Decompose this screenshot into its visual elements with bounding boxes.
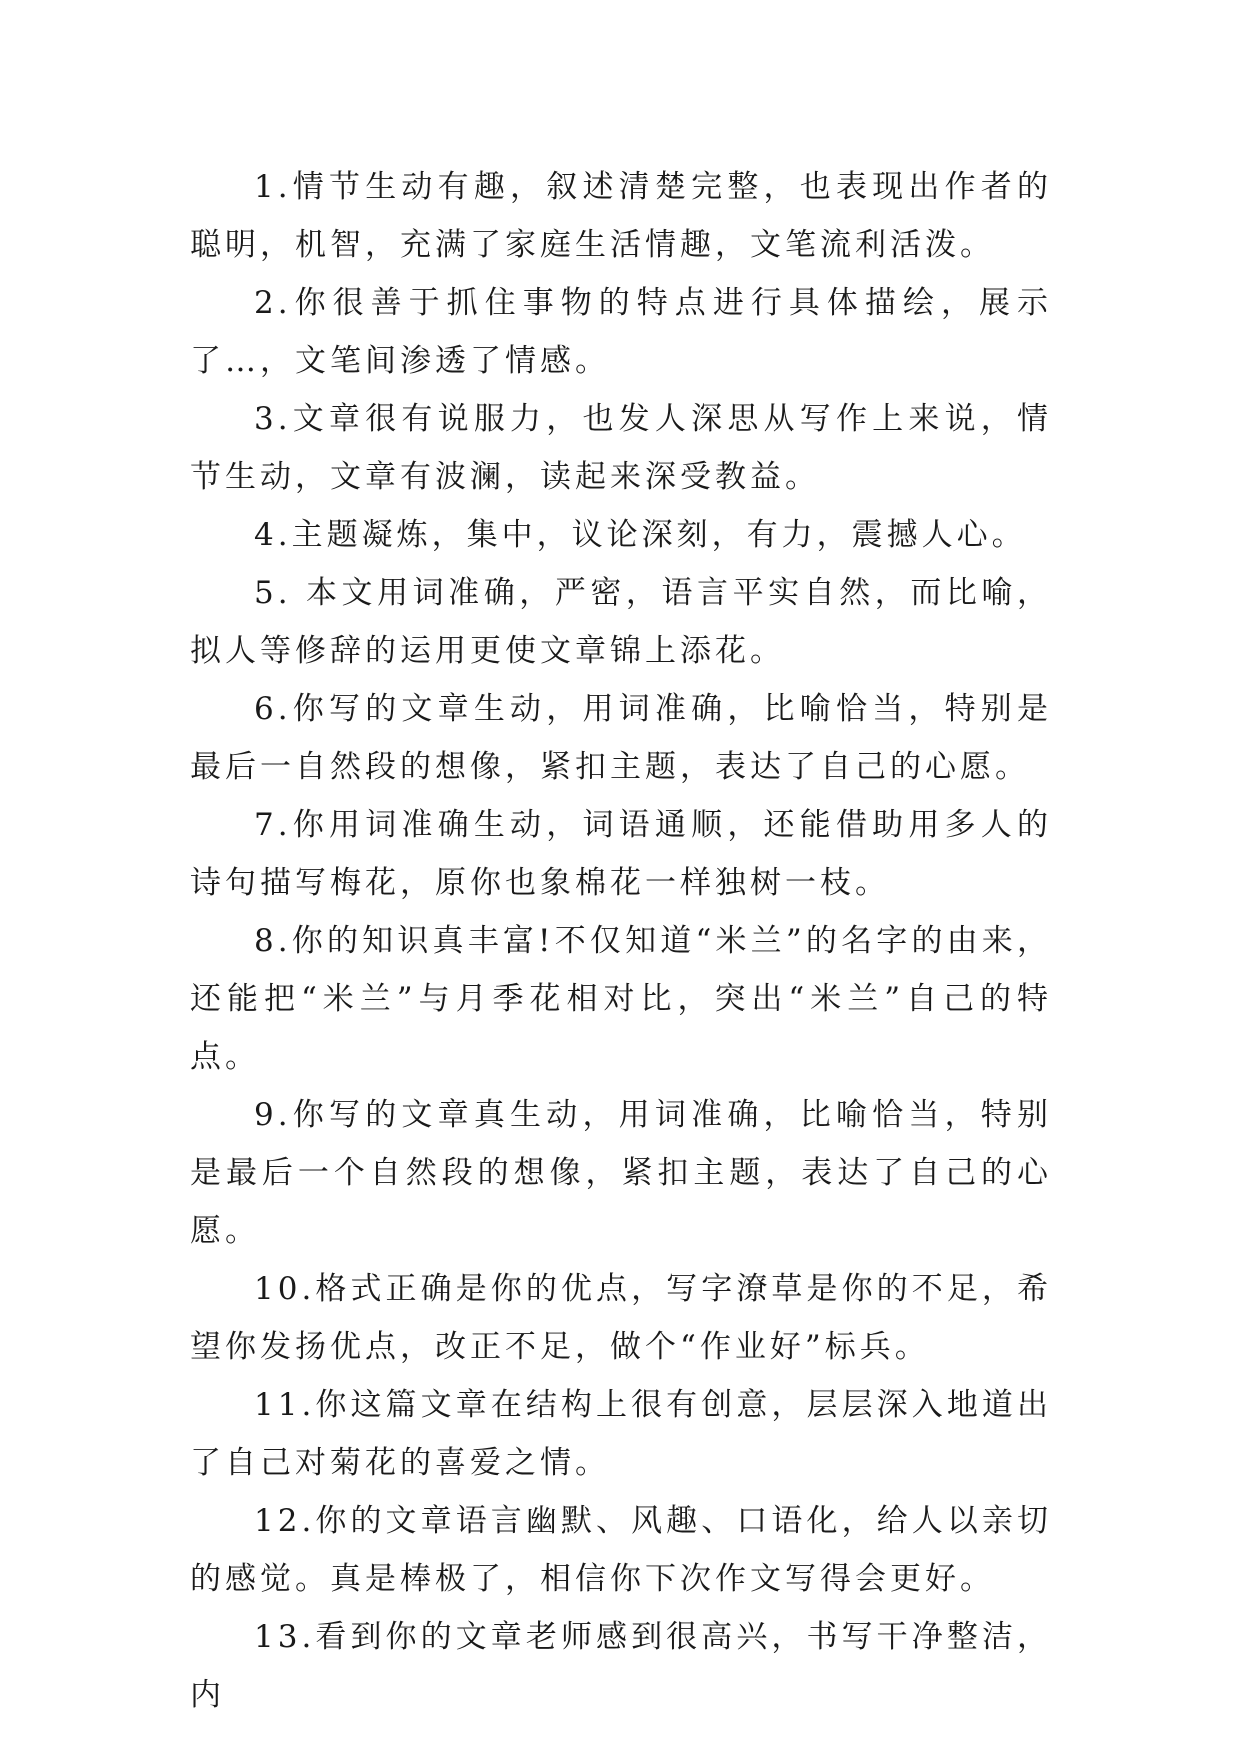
- comment-paragraph-6: 6.你写的文章生动，用词准确，比喻恰当，特别是最后一自然段的想像，紧扣主题，表达了自己的心愿。: [190, 691, 1052, 785]
- comment-paragraph-7: 7.你用词准确生动，词语通顺，还能借助用多人的诗句描写梅花，原你也象棉花一样独树一枝。: [190, 807, 1052, 901]
- document-body: [190, 158, 1052, 1724]
- comment-paragraph-12: 12.你的文章语言幽默、风趣、口语化，给人以亲切的感觉。真是棒极了，相信你下次作文写得会更好。: [190, 1503, 1052, 1597]
- comment-paragraph-8: 8.你的知识真丰富!不仅知道“米兰”的名字的由来，还能把“米兰”与月季花相对比，突出“米兰”自己的特点。: [190, 923, 1052, 1075]
- comment-paragraph-4: 4.主题凝炼，集中，议论深刻，有力，震撼人心。: [254, 517, 1027, 553]
- comment-paragraph-11: 11.你这篇文章在结构上很有创意，层层深入地道出了自己对菊花的喜爱之情。: [190, 1387, 1052, 1481]
- comment-paragraph-10: 10.格式正确是你的优点，写字潦草是你的不足，希望你发扬优点，改正不足，做个“作业好”标兵。: [190, 1271, 1052, 1365]
- comment-paragraph-1: 1.情节生动有趣，叙述清楚完整，也表现出作者的聪明，机智，充满了家庭生活情趣，文笔流利活泼。: [190, 169, 1052, 263]
- comment-paragraph-5: 5. 本文用词准确，严密，语言平实自然，而比喻，拟人等修辞的运用更使文章锦上添花。: [190, 575, 1052, 669]
- comment-paragraph-9: 9.你写的文章真生动，用词准确，比喻恰当，特别是最后一个自然段的想像，紧扣主题，表达了自己的心愿。: [190, 1097, 1052, 1249]
- comment-paragraph-13: 13.看到你的文章老师感到很高兴，书写干净整洁，内: [190, 1619, 1052, 1713]
- comment-paragraph-3: 3.文章很有说服力，也发人深思从写作上来说，情节生动，文章有波澜，读起来深受教益。: [190, 401, 1052, 495]
- comment-paragraph-2: 2.你很善于抓住事物的特点进行具体描绘，展示了…，文笔间渗透了情感。: [190, 285, 1052, 379]
